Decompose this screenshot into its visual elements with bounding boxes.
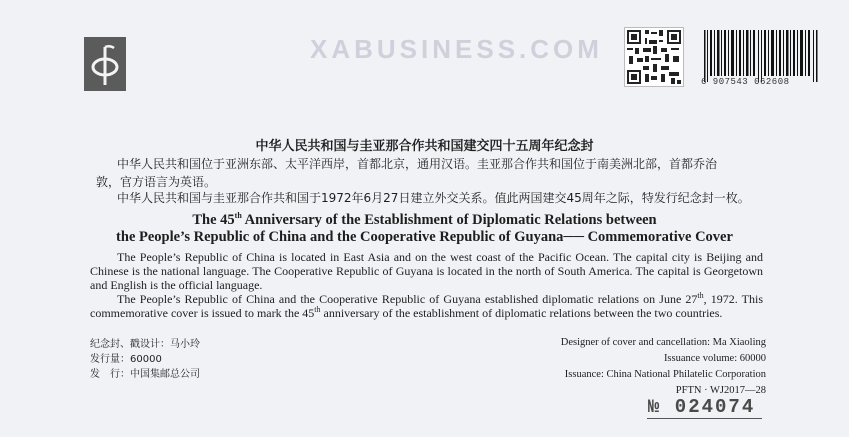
phi-logo-icon — [84, 37, 126, 91]
credit-designer-en: Designer of cover and cancellation: Ma Xiaoling — [560, 337, 766, 348]
title-english-line1: The 45th Anniversary of the Establishment of Diplomatic Relations between — [192, 211, 657, 228]
cn-paragraph-2: 中华人民共和国与圭亚那合作共和国于1972年6月27日建立外交关系。值此两国建交45周年之际，特发行纪念封一枚。 — [117, 191, 750, 205]
title-chinese: 中华人民共和国与圭亚那合作共和国建交四十五周年纪念封 — [255, 139, 594, 154]
credit-volume-en: Issuance volume: 60000 — [663, 353, 766, 364]
cn-paragraph-1-cont: 敦，官方语言为英语。 — [96, 175, 217, 189]
serial-underline — [647, 418, 762, 419]
barcode-icon — [702, 30, 820, 82]
en-paragraph-1: The People’s Republic of China is located in East Asia and on the west coast of the Pacific Ocean. The capital city is Beijing and Chinese is the national language. The Cooperative Republic of Guyana is located in the north of South America. The capital is Georgetown and English is the official language. — [90, 250, 763, 292]
cn-paragraph-1: 中华人民共和国位于亚洲东部、太平洋西岸，首都北京，通用汉语。圭亚那合作共和国位于南美洲北部，首都乔治 — [117, 157, 718, 171]
barcode-number: 6 907543 062608 — [701, 77, 790, 87]
credit-volume-cn: 发行量：60000 — [90, 354, 162, 365]
credit-issuer-en: Issuance: China National Philatelic Corporation — [564, 369, 766, 380]
en-paragraph-2: The People’s Republic of China and the Cooperative Republic of Guyana established diplomatic relations on June 27th, 1972. This commemorative cover is issued to mark the 45th anniversary of the establishment of diplomatic relations between the two countries. — [90, 291, 763, 320]
watermark-text: XABUSINESS.COM — [310, 34, 603, 64]
credits-english — [561, 335, 766, 399]
credits-chinese — [90, 337, 200, 382]
title-english-line2: the People’s Republic of China and the Cooperative Republic of Guyana── Commemorative Cover — [116, 229, 733, 245]
serial-number: № 024074 — [648, 396, 756, 418]
credit-code-en: PFTN · WJ2017—28 — [675, 385, 766, 396]
credit-designer-cn: 纪念封、戳设计：马小玲 — [90, 339, 200, 350]
qr-code-icon — [624, 27, 684, 87]
credit-issuer-cn: 发 行：中国集邮总公司 — [90, 369, 200, 380]
